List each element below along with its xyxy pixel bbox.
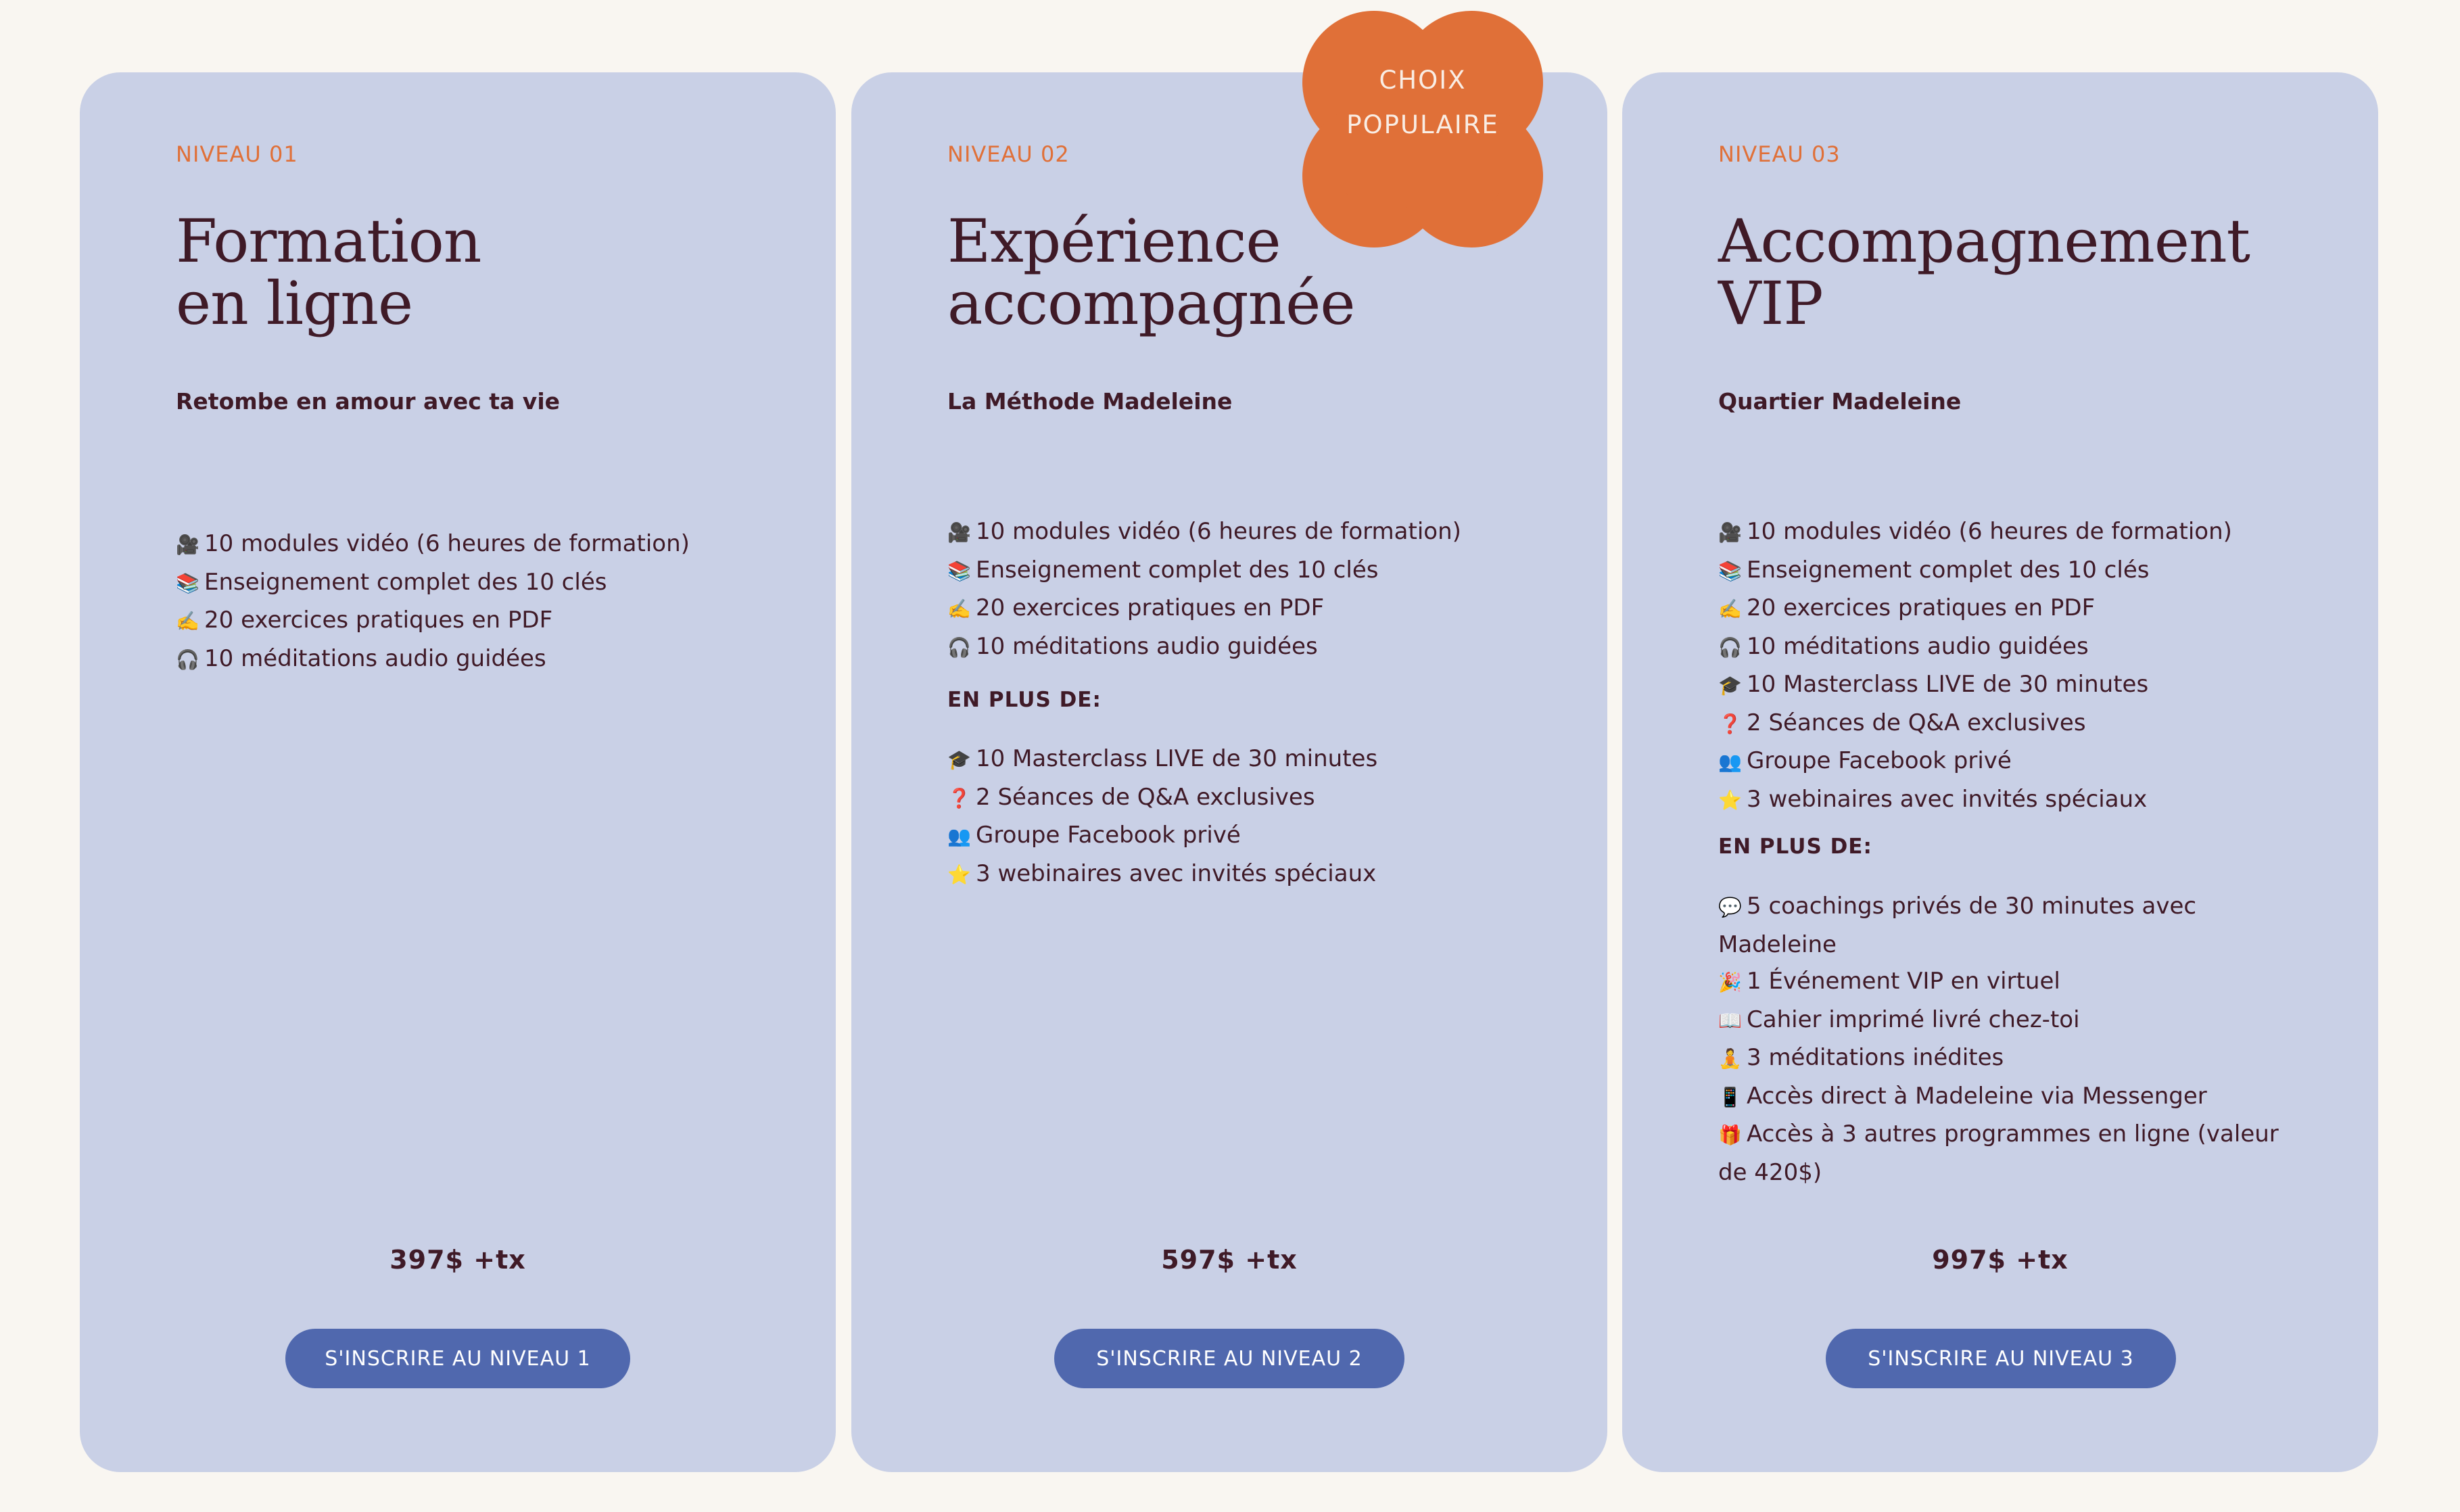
level-label: NIVEAU 02 bbox=[947, 141, 1070, 167]
list-item: 📚 Enseignement complet des 10 clés bbox=[176, 564, 771, 603]
price: 597$ +tx bbox=[1161, 1245, 1298, 1275]
headphones-icon: 🎧 bbox=[1718, 636, 1742, 659]
headphones-icon: 🎧 bbox=[947, 636, 971, 659]
writing-hand-icon: ✍️ bbox=[947, 598, 971, 620]
list-item: 📚 Enseignement complet des 10 clés bbox=[1718, 552, 2313, 590]
extras-list bbox=[1718, 888, 2313, 1191]
list-item: 📱 Accès direct à Madeleine via Messenger bbox=[1718, 1078, 2313, 1116]
feature-list bbox=[947, 513, 1542, 666]
party-popper-icon: 🎉 bbox=[1718, 971, 1742, 993]
video-camera-icon: 🎥 bbox=[1718, 521, 1742, 544]
list-item: 🎥 10 modules vidéo (6 heures de formation) bbox=[947, 513, 1542, 552]
question-mark-icon: ❓ bbox=[1718, 712, 1742, 735]
feature-list bbox=[176, 525, 771, 678]
badge-text: CHOIX POPULAIRE bbox=[1346, 66, 1499, 139]
card-subtitle: La Méthode Madeleine bbox=[947, 388, 1233, 415]
books-icon: 📚 bbox=[176, 571, 199, 594]
signup-level-1-button[interactable]: S'INSCRIRE AU NIVEAU 1 bbox=[285, 1329, 630, 1388]
price: 997$ +tx bbox=[1932, 1245, 2068, 1275]
list-item: 🎉 1 Événement VIP en virtuel bbox=[1718, 963, 2313, 1001]
video-camera-icon: 🎥 bbox=[176, 534, 199, 556]
signup-level-3-button[interactable]: S'INSCRIRE AU NIVEAU 3 bbox=[1826, 1329, 2176, 1388]
list-item: 🎧 10 méditations audio guidées bbox=[947, 628, 1542, 667]
list-item: 🎁 Accès à 3 autres programmes en ligne (valeur de 420$) bbox=[1718, 1116, 2313, 1191]
list-item: 💬 5 coachings privés de 30 minutes avec Madeleine bbox=[1718, 888, 2313, 963]
star-icon: ⭐ bbox=[1718, 788, 1742, 811]
list-item: ✍️ 20 exercices pratiques en PDF bbox=[1718, 590, 2313, 628]
meditation-icon: 🧘 bbox=[1718, 1047, 1742, 1070]
books-icon: 📚 bbox=[1718, 559, 1742, 582]
price: 397$ +tx bbox=[389, 1245, 526, 1275]
list-item: ⭐ 3 webinaires avec invités spéciaux bbox=[947, 855, 1542, 894]
extras-heading: EN PLUS DE: bbox=[947, 688, 1102, 712]
signup-level-2-button[interactable]: S'INSCRIRE AU NIVEAU 2 bbox=[1054, 1329, 1404, 1388]
graduation-cap-icon: 🎓 bbox=[947, 749, 971, 771]
list-item: ✍️ 20 exercices pratiques en PDF bbox=[176, 602, 771, 640]
list-item: 🎧 10 méditations audio guidées bbox=[176, 640, 771, 679]
level-label: NIVEAU 03 bbox=[1718, 141, 1841, 167]
writing-hand-icon: ✍️ bbox=[176, 610, 199, 632]
list-item: 👥 Groupe Facebook privé bbox=[947, 817, 1542, 855]
gift-icon: 🎁 bbox=[1718, 1124, 1742, 1146]
list-item: 🎥 10 modules vidéo (6 heures de formation) bbox=[1718, 513, 2313, 552]
list-item: 📚 Enseignement complet des 10 clés bbox=[947, 552, 1542, 590]
pricing-card-level-3 bbox=[1622, 72, 2378, 1472]
card-title: Accompagnement VIP bbox=[1718, 206, 2250, 338]
headphones-icon: 🎧 bbox=[176, 648, 199, 671]
writing-hand-icon: ✍️ bbox=[1718, 598, 1742, 620]
speech-bubble-icon: 💬 bbox=[1718, 896, 1742, 918]
list-item: 🎓 10 Masterclass LIVE de 30 minutes bbox=[1718, 666, 2313, 705]
list-item: ✍️ 20 exercices pratiques en PDF bbox=[947, 590, 1542, 628]
list-item: 👥 Groupe Facebook privé bbox=[1718, 742, 2313, 781]
group-icon: 👥 bbox=[947, 825, 971, 847]
list-item: ⭐ 3 webinaires avec invités spéciaux bbox=[1718, 781, 2313, 820]
pricing-card-level-1 bbox=[80, 72, 836, 1472]
group-icon: 👥 bbox=[1718, 751, 1742, 773]
card-title: Formation en ligne bbox=[176, 206, 481, 338]
star-icon: ⭐ bbox=[947, 863, 971, 886]
list-item: 🎓 10 Masterclass LIVE de 30 minutes bbox=[947, 740, 1542, 779]
list-item: ❓ 2 Séances de Q&A exclusives bbox=[947, 779, 1542, 818]
graduation-cap-icon: 🎓 bbox=[1718, 674, 1742, 696]
list-item: 🎥 10 modules vidéo (6 heures de formation) bbox=[176, 525, 771, 564]
card-title: Expérience accompagnée bbox=[947, 206, 1355, 338]
level-label: NIVEAU 01 bbox=[176, 141, 298, 167]
list-item: ❓ 2 Séances de Q&A exclusives bbox=[1718, 705, 2313, 743]
list-item: 📖 Cahier imprimé livré chez-toi bbox=[1718, 1001, 2313, 1040]
card-subtitle: Retombe en amour avec ta vie bbox=[176, 388, 561, 415]
pricing-card-level-2 bbox=[851, 72, 1607, 1472]
question-mark-icon: ❓ bbox=[947, 786, 971, 809]
extras-list bbox=[947, 740, 1542, 893]
mobile-phone-icon: 📱 bbox=[1718, 1085, 1742, 1108]
open-book-icon: 📖 bbox=[1718, 1009, 1742, 1032]
card-subtitle: Quartier Madeleine bbox=[1718, 388, 1962, 415]
books-icon: 📚 bbox=[947, 559, 971, 582]
popular-choice-badge bbox=[1302, 11, 1543, 247]
list-item: 🧘 3 méditations inédites bbox=[1718, 1039, 2313, 1078]
extras-heading: EN PLUS DE: bbox=[1718, 834, 1872, 859]
video-camera-icon: 🎥 bbox=[947, 521, 971, 544]
feature-list bbox=[1718, 513, 2313, 819]
list-item: 🎧 10 méditations audio guidées bbox=[1718, 628, 2313, 667]
